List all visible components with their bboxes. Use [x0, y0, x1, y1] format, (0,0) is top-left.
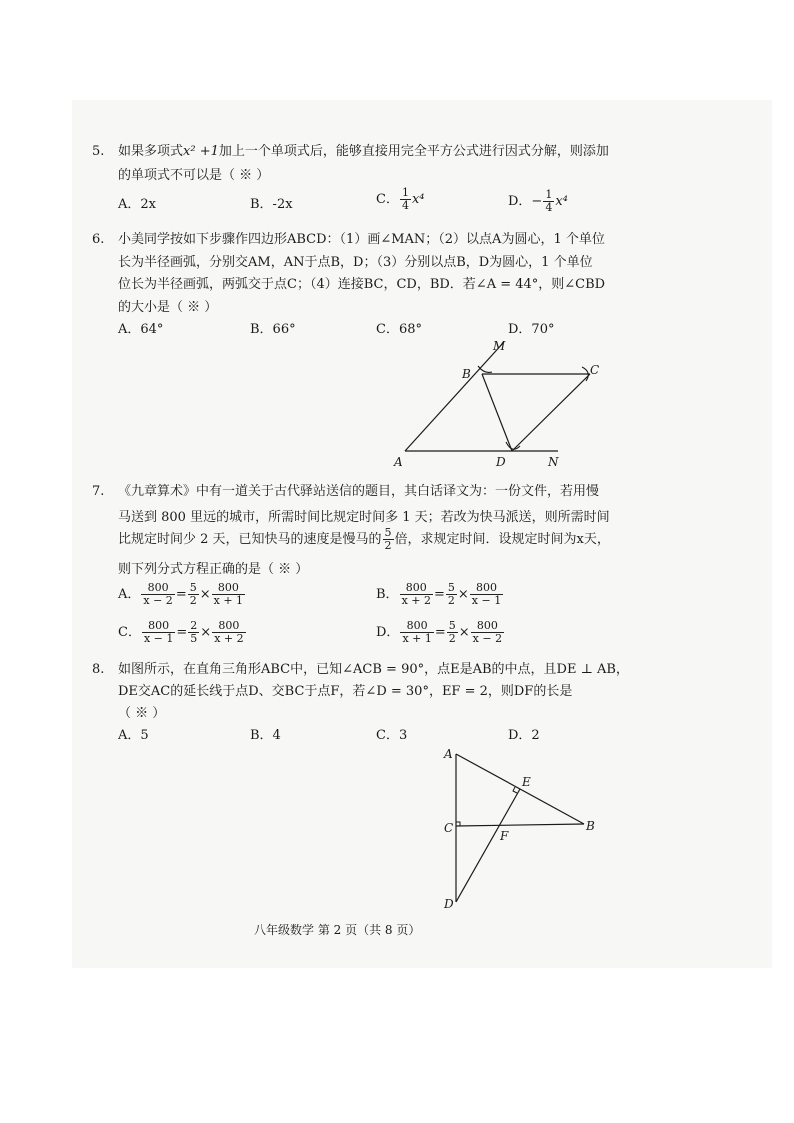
- label-a: A: [394, 455, 403, 469]
- label-m: M: [493, 339, 506, 353]
- q7-line-1: 《九章算术》中有一道关于古代驿站送信的题目，其白话译文为：一份文件，若用慢: [118, 484, 600, 499]
- label-a: A: [444, 747, 453, 761]
- q5-option-b: B．-2x: [250, 197, 293, 212]
- q6-option-d: D．70°: [508, 322, 555, 337]
- q8-line-3: （ ※ ）: [118, 706, 166, 721]
- label-f: F: [500, 829, 509, 843]
- q7-line-3: 比规定时间少 2 天，已知快马的速度是慢马的 $\frac{5}{2}$ 倍，求规定时间．设规定时间为x天，: [118, 526, 610, 552]
- label-c: C: [590, 363, 600, 377]
- arc-mark-b: [478, 366, 492, 372]
- q8-line-1: 如图所示，在直角三角形ABC中，已知∠ACB = 90°，点E是AB的中点，且DE ⊥ AB，: [118, 662, 629, 677]
- q6-line-4: 的大小是（ ※ ）: [118, 300, 218, 315]
- q8-option-b: B．4: [250, 728, 281, 743]
- label-n: N: [548, 455, 559, 469]
- q5-line-1: 如果多项式x² +1加上一个单项式后，能够直接用完全平方公式进行因式分解，则添加: [118, 144, 609, 159]
- q7-number: 7.: [92, 484, 105, 499]
- q7-option-d: D． $\frac{800}{x + 1}$ = $\frac{5}{2}$ × $\frac{800}{x - 2}$: [376, 619, 503, 645]
- q6-line-2: 长为半径画弧，分别交AM，AN于点B，D；（3）分别以点B，D为圆心，1 个单位: [118, 255, 593, 270]
- label-b: B: [462, 367, 471, 381]
- q6-rhombus-figure: [390, 336, 620, 472]
- q6-option-b: B．66°: [250, 322, 296, 337]
- ray-am: [405, 342, 504, 451]
- q7-option-c: C． $\frac{800}{x - 1}$ = $\frac{2}{5}$ × $\frac{800}{x + 2}$: [118, 619, 244, 645]
- q8-line-2: DE交AC的延长线于点D、交BC于点F，若∠D = 30°，EF = 2，则DF的长是: [118, 684, 573, 699]
- q8-number: 8.: [92, 662, 105, 677]
- q6-option-a: A．64°: [118, 322, 164, 337]
- label-e: E: [522, 775, 531, 789]
- q8-triangle-figure: [436, 742, 606, 914]
- q6-option-c: C．68°: [376, 322, 422, 337]
- page-footer: 八年级数学 第 2 页（共 8 页）: [254, 923, 421, 937]
- segment-cd: [512, 374, 590, 451]
- q7-option-b: B． $\frac{800}{x + 2}$ = $\frac{5}{2}$ × $\frac{800}{x - 1}$: [376, 581, 502, 607]
- q7-line-2: 马送到 800 里远的城市，所需时间比规定时间多 1 天；若改为快马派送，则所需时间: [118, 510, 610, 525]
- q8-option-d: D．2: [508, 728, 540, 743]
- segment-cb: [456, 824, 584, 826]
- segment-de: [456, 789, 520, 902]
- right-angle-e: [513, 787, 517, 793]
- segment-bd: [482, 374, 512, 451]
- q5-option-d: D．− $\frac{1}{4}$ x⁴: [508, 188, 568, 214]
- q7-option-a: A． $\frac{800}{x - 2}$ = $\frac{5}{2}$ × $\frac{800}{x + 1}$: [118, 581, 244, 607]
- q8-option-c: C．3: [376, 728, 408, 743]
- q6-number: 6.: [92, 232, 105, 247]
- label-d: D: [444, 897, 454, 911]
- q5-number: 5.: [92, 144, 105, 159]
- label-d: D: [496, 455, 506, 469]
- q8-option-a: A．5: [118, 728, 149, 743]
- q5-option-a: A．2x: [118, 197, 156, 212]
- q6-line-1: 小美同学按如下步骤作四边形ABCD：（1）画∠MAN；（2）以点A为圆心，1 个单位: [118, 232, 605, 247]
- q7-line-4: 则下列分式方程正确的是（ ※ ）: [118, 562, 309, 577]
- label-c: C: [444, 821, 454, 835]
- q5-line-2: 的单项式不可以是（ ※ ）: [118, 168, 270, 183]
- q6-line-3: 位长为半径画弧，两弧交于点C；（4）连接BC，CD，BD．若∠A = 44°，则∠CBD: [118, 277, 606, 292]
- label-b: B: [586, 819, 595, 833]
- q5-option-c: C． $\frac{1}{4}$ x⁴: [376, 186, 425, 212]
